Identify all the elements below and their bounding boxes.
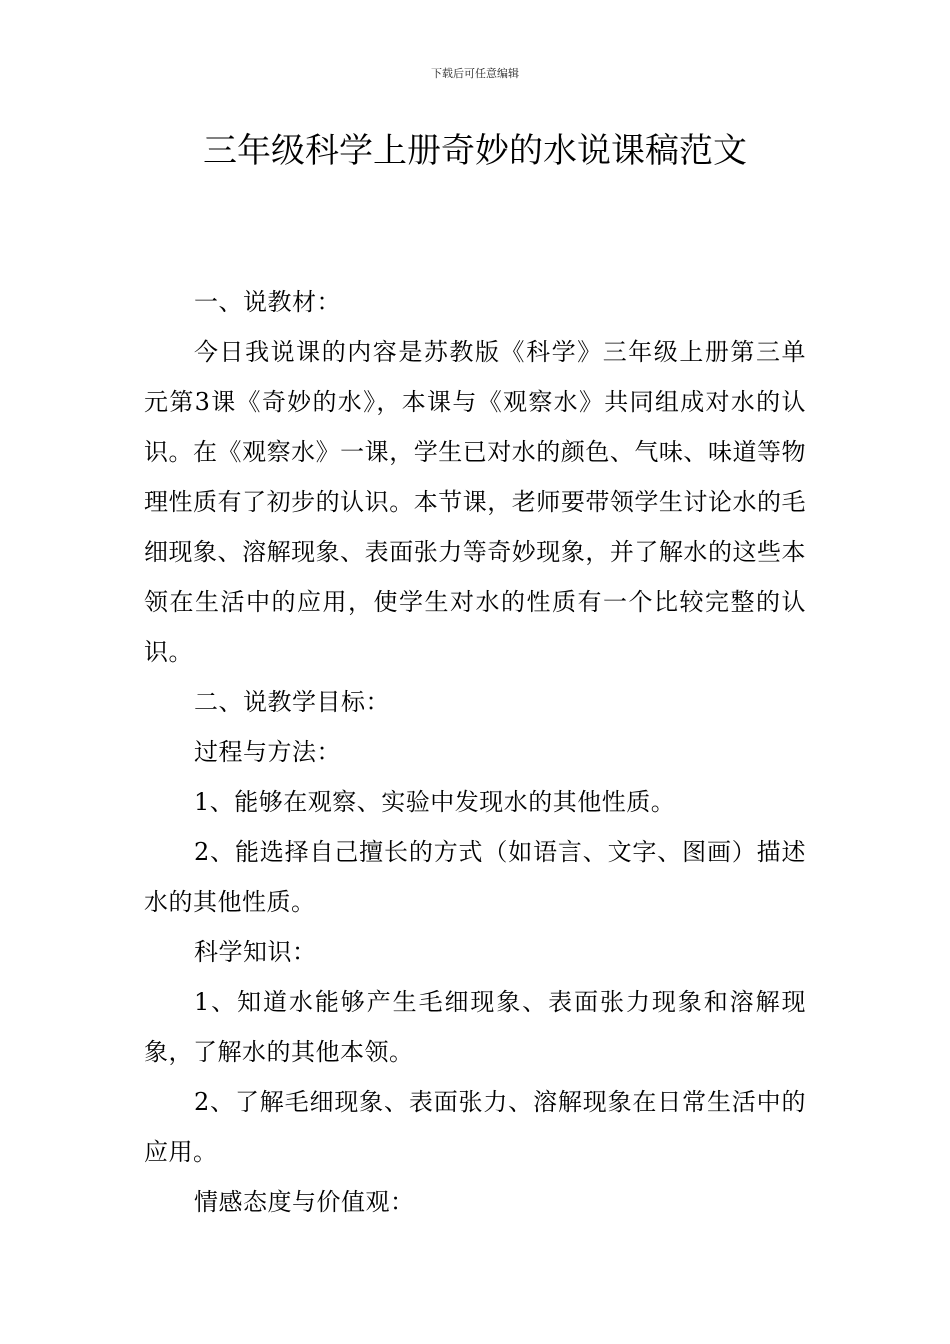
- objective-item: 1、知道水能够产生毛细现象、表面张力现象和溶解现象，了解水的其他本领。: [144, 988, 806, 1066]
- textbook-paragraph: 今日我说课的内容是苏教版《科学》三年级上册第三单元第3课《奇妙的水》，本课与《观察水》共同组成对水的认识。在《观察水》一课，学生已对水的颜色、气味、味道等物理性质有了初步的认识。本节课，老师要带领学生讨论水的毛细现象、溶解现象、表面张力等奇妙现象，并了解水的这些本领在生活中的应用，使学生对水的性质有一个比较完整的认识。: [144, 338, 806, 666]
- document-body: [144, 277, 806, 1227]
- section-heading-textbook: 一、说教材：: [194, 288, 341, 316]
- section-heading-objectives: 二、说教学目标：: [194, 688, 390, 716]
- subheading-process-method: 过程与方法：: [194, 738, 341, 766]
- subheading-attitude-values: 情感态度与价值观：: [194, 1188, 415, 1216]
- objective-item: 1、能够在观察、实验中发现水的其他性质。: [194, 788, 676, 816]
- objective-item: 2、能选择自己擅长的方式（如语言、文字、图画）描述水的其他性质。: [144, 838, 806, 916]
- subheading-science-knowledge: 科学知识：: [194, 938, 317, 966]
- header-note: 下载后可任意编辑: [431, 67, 519, 80]
- objective-item: 2、了解毛细现象、表面张力、溶解现象在日常生活中的应用。: [144, 1088, 806, 1166]
- document-title: 三年级科学上册奇妙的水说课稿范文: [203, 131, 747, 171]
